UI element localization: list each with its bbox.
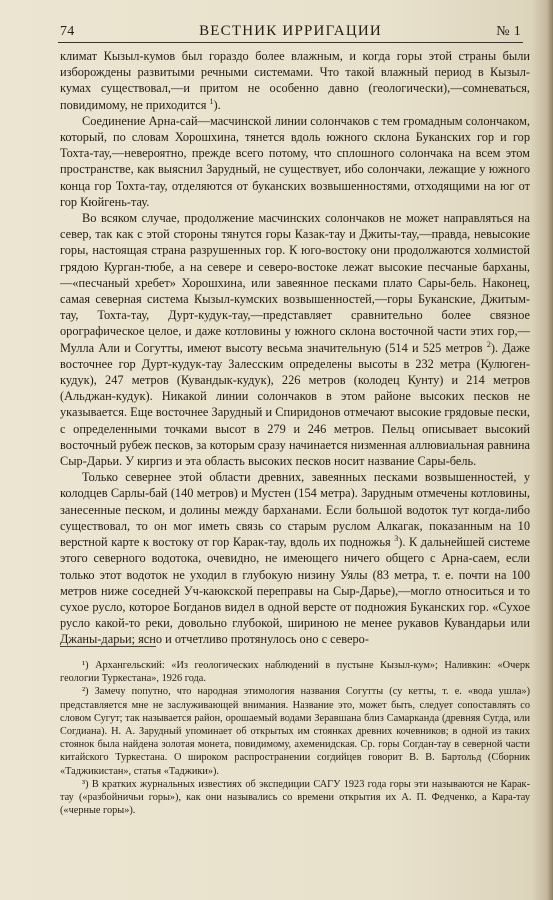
paragraph xyxy=(60,210,530,469)
footnote: ³) В кратких журнальных известиях об экспедиции САГУ 1923 года горы эти называются не Карак-тау («разбойничьи горы»), как они назывались со времени открытия их А. П. Федченко, а Кара-тау («черные горы»). xyxy=(60,778,530,817)
paragraph-text: ). К дальнейшей системе этого северного водотока, очевидно, не имеющего ничего общего с Арна-саем, если только этот водоток не уходил в глубокую низину Уялы (83 метра, т. е. почти на 100 метров ниже соседней Уч-каюкской переправы на Сыр-Дарье),—могло относиться и то сухое русло, которое Богданов видел в одной версте от подножия Буканских гор. «Сухое русло какой-то реки, довольно глубокой, шириною не менее рукавов Кувандарьи или Джаны-дарьи; ясно и отчетливо протянулось оно с северо- xyxy=(60,535,530,647)
paragraph-text: Только севернее этой области древних, завеянных песками возвышенностей, у колодцев Сарлы-бай (140 метров) и Мустен (154 метра). Зарудным отмечены котловины, занесенные песком, и долины между барханами. Если большой водоток тут когда-либо существовал, то он мог иметь связь со старым руслом Алкагак, показанным на 10 верстной карте к востоку от гор Карак-тау, вдоль их подножья xyxy=(60,470,530,550)
paragraph: климат Кызыл-кумов был гораздо более влажным, и когда горы этой страны были изборождены развитыми речными системами. Что такой влажный период в Кызыл-кумах существовал,—и притом не особенно давно (геологически),—сомневаться, повидимому, не приходится $^1$). xyxy=(60,49,530,112)
page-edge-shadow xyxy=(547,0,553,900)
footnote: ¹) Архангельский: «Из геологических наблюдений в пустыне Кызыл-кум»; Наливкин: «Очерк геологии Туркестана», 1926 года. xyxy=(60,660,530,685)
journal-title: ВЕСТНИК ИРРИГАЦИИ xyxy=(199,23,382,39)
paragraph-text: Во всяком случае, продолжение масчинских солончаков не может направляться на север, так как с этой стороны тянутся горы Казак-тау и Джиты-тау,—правда, невысокие горы, настоящая страна разрушенных гор. К юго-востоку они продолжаются холмистой грядою Курган-тюбе, а на севере и северо-востоке лежат высокие песчаные барханы,—«песчаный хребет» Хорошхина, или завеянное песками плато Сары-бель. Наконец, самая северная система Кызыл-кумских возвышенностей,—горы Буканские, Джитым-тау, Тохта-тау, Дурт-кудук-тау,—представляет сравнительно более связное орографическое целое, и даже котловины у южного склона восточной части этих гор,—Мулла Али и Согутты, имеют высоту весьма значительную (514 и 525 метров xyxy=(60,211,530,355)
footnote-ref: 1 xyxy=(209,96,214,106)
paragraph: Соединение Арна-сай—масчинской линии солончаков с тем громадным солончаком, который, по словам Хорошхина, тянется вдоль южного склона Буканских гор и гор Тохта-тау,—невероятно, прежде всего потому, что сплошного солончака на всем этом пространстве, как выяснил Зарудный, не существует, ибо солончаки, лежащие у южного конца гор Тохта-тау, отделяются от буканских возвышенностями, отходящими на юг от гор Кюйгень-тау. xyxy=(60,113,530,209)
paragraph-text: ). Даже восточнее гор Дурт-кудук-тау Залесским определены высоты в 232 метра (Кулюген-кудук), 247 метров (Кувандык-кудук), 226 метров (колодец Кунту) и 214 метров (Альджан-кудук). Никакой линии солончаков в этом районе высоких песков не указывается. Еще восточнее Зарудный и Спиридонов отмечают высокие грядовые пески, с определенными точками высот в 279 и 246 метров. Пельц описывает высокий восточный рубеж песков, за которым сразу начинается низменная аллювиальная равнина Сыр-Дарьи. У киргиз и эта область высоких песков носит название Сары-бель. xyxy=(60,340,530,469)
issue-number: № 1 xyxy=(496,24,521,39)
footnote-ref: 2 xyxy=(486,339,491,349)
footnote-ref: 3 xyxy=(394,533,399,543)
main-text xyxy=(60,48,530,648)
running-header xyxy=(58,22,523,43)
footnote-divider xyxy=(60,646,156,647)
paragraph-text: климат Кызыл-кумов был гораздо более влажным, и когда горы этой страны были изборождены развитыми речными системами. Что такой влажный период в Кызыл-кумах существовал,—и притом не особенно давно (геологически),—сомневаться, повидимому, не приходится xyxy=(60,49,530,112)
page-number: 74 xyxy=(60,24,75,39)
footnotes xyxy=(60,659,530,817)
footnote: ²) Замечу попутно, что народная этимология названия Согутты (су кетты, т. е. «вода ушла») представляется мне не заслуживающей внимания. Название это, может быть, следует сопоставлять со словом Сугут; так называется район, орошаемый водами Зеравшана близ Самарканда (древняя Сугда, или Согдиана). Н. А. Зарудный упоминает об открытых им стоянках древних кочевников; в одной из таких стоянок была найдена золотая монета, повидимому, ахеменидская. Ср. горы Согдан-тау в северной части китайского Туркестана. О широком распространении согдийцев говорит В. В. Бартольд (Сборник «Таджикистан», статья «Таджики»). xyxy=(60,686,530,777)
paragraph xyxy=(60,469,530,647)
